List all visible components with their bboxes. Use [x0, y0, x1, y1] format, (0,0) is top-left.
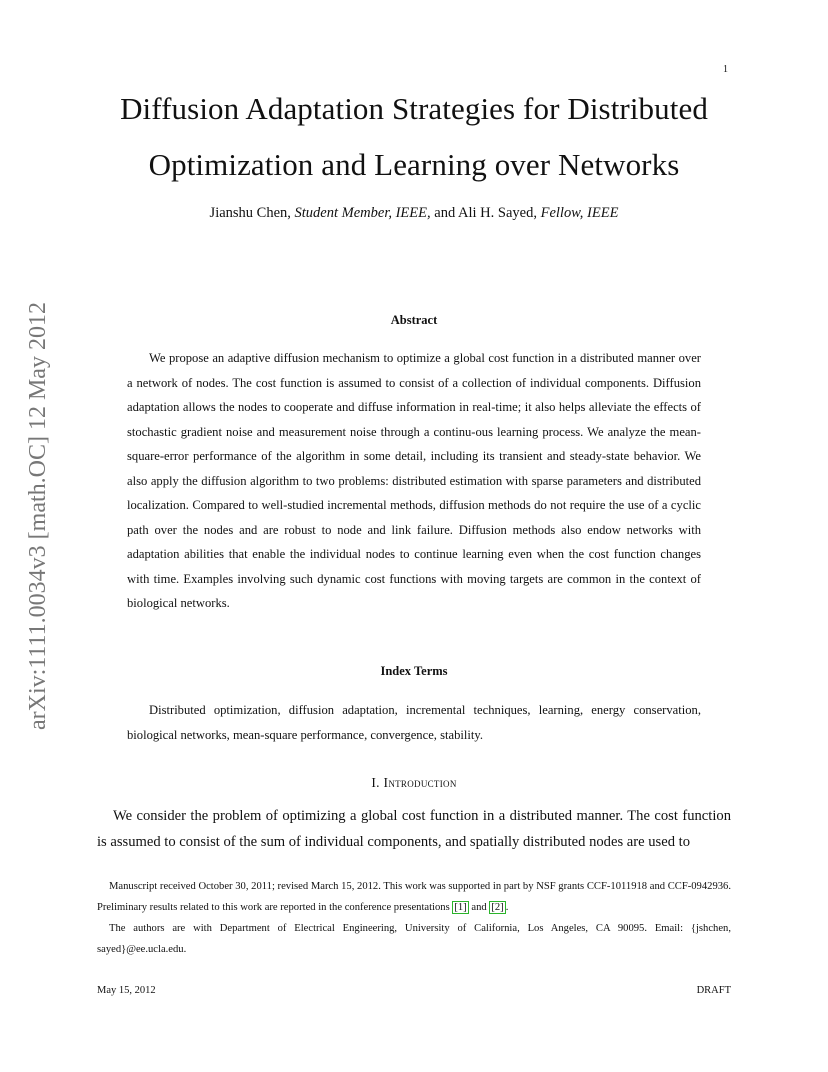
author-1-role: Student Member, IEEE, — [294, 205, 431, 221]
footer-draft-label: DRAFT — [696, 985, 731, 996]
introduction-body: We consider the problem of optimizing a global cost function in a distributed manner. The cost function is assumed to consist of the sum of individual components, and spatially distributed nodes are used to — [97, 808, 731, 850]
author-line — [0, 205, 828, 222]
author-connector: and Ali H. Sayed, — [434, 205, 537, 221]
author-2-role: Fellow, IEEE — [540, 205, 619, 221]
citation-link-1[interactable]: [1] — [454, 902, 467, 913]
arxiv-stamp: arXiv:1111.0034v3 [math.OC] 12 May 2012 — [25, 302, 51, 730]
abstract-body: We propose an adaptive diffusion mechanism to optimize a global cost function in a distributed manner over a network of nodes. The cost function is assumed to consist of a collection of individual components. Diffusion adaptation allows the nodes to cooperate and diffuse information in real-time; it also helps alleviate the effects of stochastic gradient noise and measurement noise through a continu-ous learning process. We analyze the mean-square-error performance of the algorithm in some detail, including its transient and steady-state behavior. We also apply the diffusion algorithm to two problems: distributed estimation with sparse parameters and distributed localization. Compared to well-studied incremental methods, diffusion methods do not require the use of a cyclic path over the nodes and are robust to node and link failure. Diffusion methods also endow networks with adaptation abilities that enable the individual nodes to continue learning even when the cost function changes with time. Examples involving such dynamic cost functions with moving targets are common in the context of biological networks. — [127, 351, 701, 610]
paper-title-line-1: Diffusion Adaptation Strategies for Distributed — [120, 91, 708, 126]
section-numeral: I. — [371, 775, 380, 790]
footnote-affiliation: The authors are with Department of Electrical Engineering, University of California, Los Angeles, CA 90095. Email: {jshchen, sayed}@ee.ucla.edu. — [97, 923, 731, 955]
index-terms-heading: Index Terms — [380, 664, 448, 678]
citation-link-2[interactable]: [2] — [491, 902, 504, 913]
page-number: 1 — [723, 64, 728, 75]
abstract-heading: Abstract — [390, 313, 438, 327]
author-1-name: Jianshu Chen, — [209, 205, 291, 221]
index-terms-body: Distributed optimization, diffusion adaptation, incremental techniques, learning, energy conservation, biological networks, mean-square performance, convergence, stability. — [127, 703, 701, 742]
footnote-and: and — [471, 902, 487, 913]
footnote-manuscript-text: Manuscript received October 30, 2011; revised March 15, 2012. This work was supported in part by NSF grants CCF-1011918 and CCF-0942936. Preliminary results related to this work are reported in the conference presentations — [97, 881, 731, 913]
footnote-period: . — [505, 902, 509, 913]
footnote-manuscript — [97, 876, 731, 918]
section-heading — [0, 775, 828, 791]
section-title: Introduction — [383, 775, 457, 790]
footer-date: May 15, 2012 — [97, 985, 156, 996]
paper-title-line-2: Optimization and Learning over Networks — [148, 147, 680, 182]
